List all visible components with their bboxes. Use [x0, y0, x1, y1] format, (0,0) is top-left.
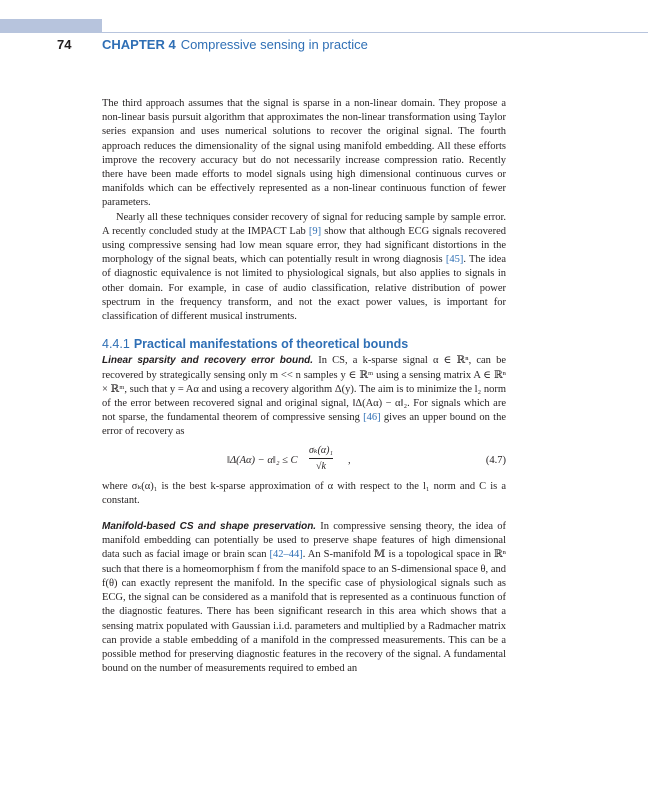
body-text: [102, 97, 506, 676]
section-heading: [102, 337, 506, 351]
equation-denominator: √k: [316, 460, 326, 472]
citation-link[interactable]: [46]: [363, 412, 381, 424]
linear-text-a: In CS, a k-sparse signal α ∈ ℝⁿ, can be recovered by strategically sensing only m << n samples y ∈ ℝᵐ using a sensing matrix A ∈ ℝⁿ × ℝᵐ, such that y = Aα and using a recovery algorithm Δ(y). The aim is to minimize the l₂ norm of the error between recovered signal and original signal, ‖Δ(Aα) − α‖₂. For signals which are not sparse, the fundamental theorem of compressive sensing: [102, 355, 506, 424]
chapter-title: Compressive sensing in practice: [180, 37, 368, 52]
paragraph-2: [102, 211, 506, 325]
run-in-heading: Linear sparsity and recovery error bound.: [102, 355, 314, 367]
spacer: [102, 508, 506, 520]
paragraph-2-text-c: . The idea of diagnostic equivalence is not limited to physiological signals, but also applies to signals in other domain. For example, in case of audio classification, relative distribution of power spectrum in the frequency transform, and not the exact power values, is important for classification of different musical instruments.: [102, 254, 506, 323]
equation-fraction: [309, 444, 333, 473]
linear-text-b: gives an upper bound on the error of recovery as: [102, 412, 506, 438]
paragraph-2-text-a: Nearly all these techniques consider recovery of signal for reducing sample by sample error. A recently concluded study at the IMPACT Lab: [102, 211, 506, 237]
paragraph-1: The third approach assumes that the signal is sparse in a non-linear domain. They propose a non-linear basis pursuit algorithm that approximates the non-linear transformation using Taylor series expansion and uses numerical solutions to recover the original signal. The fourth approach reduces the dimensionality of the signal using manifold embedding. All these efforts improve the recovery accuracy but do not necessarily increase compression ratio. Recently there have been made efforts to model signals using high dimensional continuous curves or manifolds which can be effectively represented as a non-linear continuous function of fewer parameters.: [102, 98, 506, 209]
citation-link[interactable]: [42–44]: [269, 549, 303, 561]
run-in-heading: Manifold-based CS and shape preservation.: [102, 521, 317, 533]
equation-trail: ,: [348, 454, 351, 466]
manifold-text-b: . An S-manifold 𝕄 is a topological space in ℝⁿ such that there is a homeomorphism f from the manifold space to an S-dimensional space θ, and f(θ) can exactly represent the manifold. In the specific case of physiological signals such as ECG, the signal can be considered as a manifold that is represented as a continuous function of the diagnostic features. There has been significant research in this area which shows that a sensing matrix populated with Gaussian i.i.d. parameters and multiplied by a Radmacher matrix can provide a stable embedding of a manifold in the compressed measurements. This can be a possible method for preserving diagnostic features in the recovery of the signal. A fundamental bound on the number of measurements required to embed an: [102, 549, 506, 675]
chapter-label: CHAPTER 4: [102, 37, 176, 52]
section-number: 4.4.1: [102, 337, 130, 352]
equation-numerator: σₖ(α)₁: [309, 444, 333, 456]
citation-link[interactable]: [9]: [308, 225, 322, 237]
equation-lhs: ‖Δ(Aα) − α‖₂ ≤ C: [227, 454, 298, 466]
fraction-bar: [309, 458, 333, 459]
running-head: [102, 37, 368, 52]
manifold-text-a: In compressive sensing theory, the idea of manifold embedding can potentially be used to preserve shape features of high dimensional data such as facial image or brain scan: [102, 521, 506, 561]
paragraph-linear-sparsity: [102, 354, 506, 439]
equation-number: (4.7): [485, 454, 506, 466]
section-title: Practical manifestations of theoretical bounds: [133, 337, 409, 352]
header-rule: [102, 32, 648, 33]
paragraph-manifold: [102, 520, 506, 676]
equation-4-7: [102, 444, 506, 478]
citation-link[interactable]: [45]: [445, 254, 464, 266]
paragraph-after-equation: where σₖ(α)₁ is the best k-sparse approximation of α with respect to the l₁ norm and C is a constant.: [102, 480, 506, 506]
paragraph-2-text-b: show that although ECG signals recovered using compressive sensing had low mean square error, they had significant distortions in the morphology of the signal beats, which can potentially result in wrong diagnosis: [102, 225, 506, 266]
page-number: 74: [57, 37, 72, 52]
header-color-bar: [0, 19, 102, 33]
